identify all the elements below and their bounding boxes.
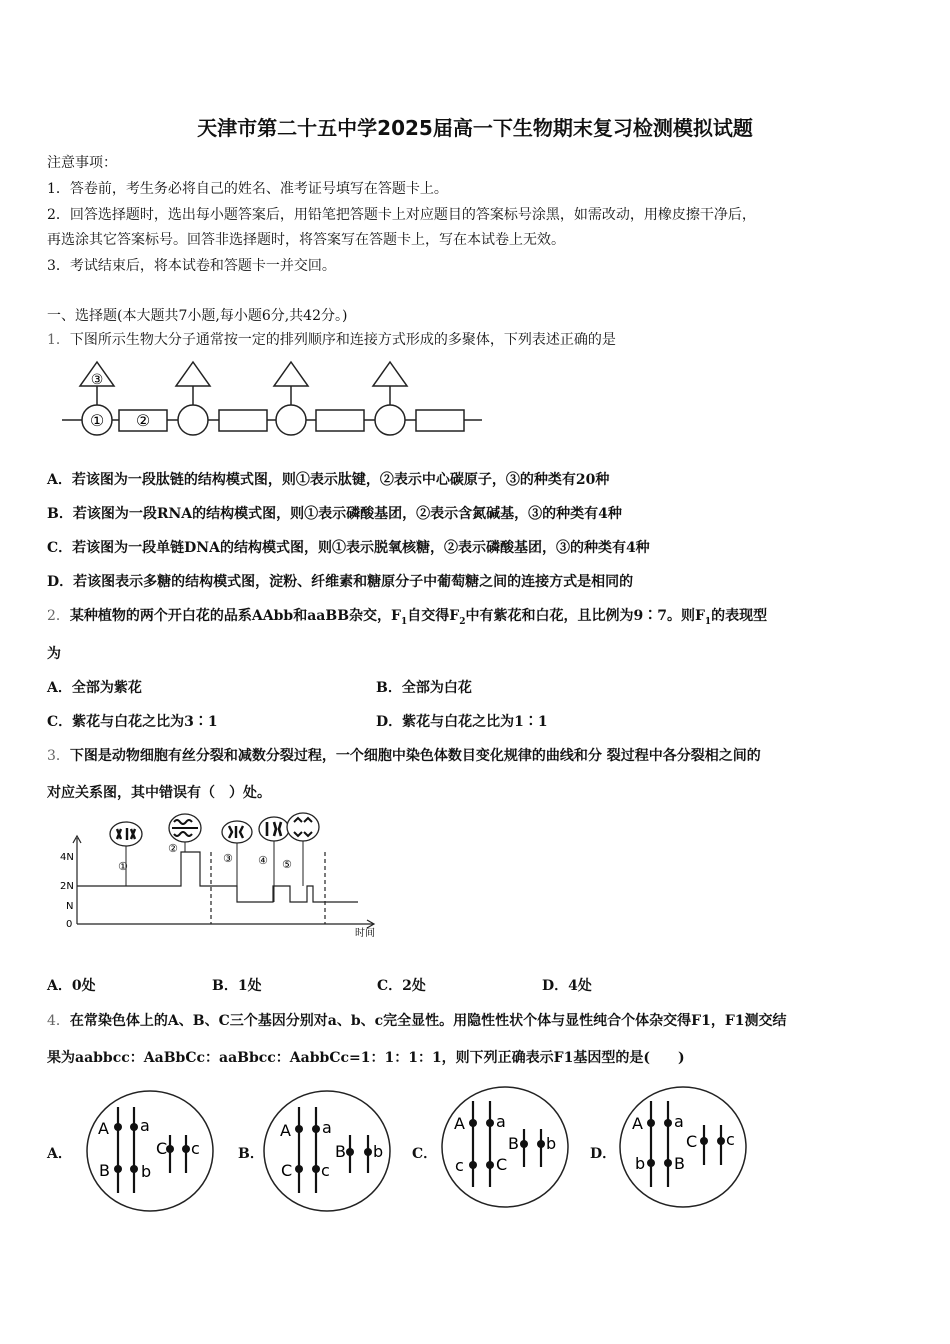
q2-stem-d: 的表现型 — [711, 608, 768, 624]
q3-number: 3． — [47, 748, 70, 764]
q2-sub-1: 1 — [400, 616, 408, 627]
gene-label: B — [99, 1161, 110, 1180]
gene-label: A — [280, 1121, 291, 1140]
gene-label: B — [674, 1154, 685, 1173]
marker-3: ③ — [223, 852, 233, 865]
q2-stem — [47, 605, 767, 627]
gene-label: B — [335, 1142, 346, 1161]
q3-option-c[interactable]: C．2处 — [377, 978, 426, 994]
q4-number: 4． — [47, 1013, 70, 1029]
triangle-2 — [176, 362, 210, 386]
q3-stem — [47, 745, 761, 765]
q4-cell-b[interactable] — [262, 1089, 392, 1214]
q2-sub-3: 1 — [704, 616, 712, 627]
note-2a: 2．回答选择题时，选出每小题答案后，用铅笔把答题卡上对应题目的答案标号涂黑，如需改动，用橡皮擦干净后， — [47, 207, 756, 223]
gene-label: a — [674, 1112, 684, 1131]
cell-3-chromosomes — [229, 826, 243, 838]
gene-label: b — [141, 1162, 152, 1181]
gene-label: C — [686, 1132, 698, 1151]
q1-stem — [47, 329, 616, 349]
q4-stem — [47, 1010, 787, 1030]
q1-option-b[interactable]: B．若该图为一段RNA的结构模式图，则①表示磷酸基团，②表示含氮碱基，③的种类有4种 — [47, 506, 622, 522]
gene-label: A — [632, 1114, 643, 1133]
q1-option-c[interactable]: C．若该图为一段单链DNA的结构模式图，则①表示脱氧核糖，②表示磷酸基团，③的种类有4种 — [47, 540, 650, 556]
q4-cell-d[interactable] — [618, 1085, 748, 1210]
q2-stem-c: 中有紫花和白花，且比例为9∶7。则F — [465, 608, 705, 624]
gene-label: a — [496, 1112, 506, 1131]
circle-2 — [178, 405, 208, 435]
label-3: ③ — [90, 372, 104, 388]
q4-stem-continued: 果为aabbcc：AaBbCc：aaBbcc：AabbCc=1：1：1：1，则下列正确表示F1基因型的是( ) — [47, 1050, 685, 1066]
rect-2 — [219, 410, 267, 431]
page-title: 天津市第二十五中学2025届高一下生物期末复习检测模拟试题 — [197, 116, 753, 140]
q2-option-c[interactable]: C．紫花与白花之比为3∶1 — [47, 714, 218, 730]
q2-stem-b: 自交得F — [407, 608, 460, 624]
gene-label: c — [321, 1161, 330, 1180]
note-1: 1．答卷前，考生务必将自己的姓名、准考证号填写在答题卡上。 — [47, 181, 448, 197]
q4-option-a-label[interactable]: A． — [47, 1146, 72, 1162]
q3-stem-a: 下图是动物细胞有丝分裂和减数分裂过程，一个细胞中染色体数目变化规律的曲线和分 裂过程中各分裂相之间的 — [69, 748, 761, 764]
marker-5: ⑤ — [282, 858, 292, 871]
y-label-0: 0 — [66, 919, 73, 930]
q3-option-a[interactable]: A．0处 — [47, 978, 96, 994]
q4-option-c-label[interactable]: C． — [412, 1146, 438, 1162]
cell-4 — [259, 817, 289, 841]
q3-chromosome-graph — [55, 812, 395, 942]
gene-label: a — [322, 1118, 332, 1137]
cell-1-chromosomes — [117, 828, 135, 840]
q4-stem-a: 在常染色体上的A、B、C三个基因分别对a、b、c完全显性。用隐性性状个体与显性纯合个体杂交得F1，F1测交结 — [69, 1013, 787, 1029]
gene-label: c — [726, 1130, 735, 1149]
circle-4 — [375, 405, 405, 435]
gene-label: B — [508, 1134, 519, 1153]
note-2b: 再选涂其它答案标号。回答非选择题时，将答案写在答题卡上，写在本试卷上无效。 — [47, 232, 565, 248]
q1-polymer-diagram — [60, 358, 490, 443]
gene-label: A — [454, 1114, 465, 1133]
gene-label: C — [156, 1139, 168, 1158]
q1-number: 1． — [47, 332, 70, 348]
q2-option-a[interactable]: A．全部为紫花 — [47, 680, 142, 696]
q4-option-d-label[interactable]: D． — [590, 1146, 617, 1162]
gene-label: b — [635, 1154, 646, 1173]
note-3: 3．考试结束后，将本试卷和答题卡一并交回。 — [47, 258, 336, 274]
q1-option-a[interactable]: A．若该图为一段肽链的结构模式图，则①表示肽键，②表示中心碳原子，③的种类有20种 — [47, 472, 610, 488]
gene-label: a — [140, 1116, 150, 1135]
q2-option-d[interactable]: D．紫花与白花之比为1∶1 — [376, 714, 548, 730]
cell-5 — [287, 813, 319, 841]
q4-cell-a[interactable] — [85, 1089, 215, 1214]
section-heading: 一、选择题(本大题共7小题,每小题6分,共42分。) — [47, 308, 348, 324]
q4-option-b-label[interactable]: B． — [238, 1146, 264, 1162]
triangle-3 — [274, 362, 308, 386]
label-1: ① — [89, 411, 105, 430]
gene-label: b — [546, 1134, 557, 1153]
q1-option-d[interactable]: D．若该图表示多糖的结构模式图，淀粉、纤维素和糖原分子中葡萄糖之间的连接方式是相同的 — [47, 574, 634, 590]
gene-label: A — [98, 1119, 109, 1138]
gene-label: C — [281, 1161, 293, 1180]
q3-option-b[interactable]: B．1处 — [212, 978, 262, 994]
y-label-4n: 4N — [60, 852, 74, 863]
q2-option-b[interactable]: B．全部为白花 — [376, 680, 472, 696]
circle-3 — [276, 405, 306, 435]
q2-stem-continued: 为 — [47, 646, 61, 662]
q2-number: 2． — [47, 608, 70, 624]
marker-2: ② — [168, 842, 178, 855]
notes-header: 注意事项： — [47, 155, 117, 171]
gene-label: c — [191, 1139, 200, 1158]
y-label-2n: 2N — [60, 881, 74, 892]
rect-3 — [316, 410, 364, 431]
q3-stem-continued: 对应关系图，其中错误有（ ）处。 — [47, 785, 271, 801]
gene-label: c — [455, 1156, 464, 1175]
triangle-4 — [373, 362, 407, 386]
q2-stem-a: 某种植物的两个开白花的品系AAbb和aaBB杂交，F — [69, 608, 401, 624]
q1-stem-text: 下图所示生物大分子通常按一定的排列顺序和连接方式形成的多聚体，下列表述正确的是 — [69, 332, 616, 348]
x-label-time: 时间 — [355, 928, 375, 939]
gene-label: b — [373, 1142, 384, 1161]
q3-option-d[interactable]: D．4处 — [542, 978, 592, 994]
q4-cell-c[interactable] — [440, 1085, 570, 1210]
rect-4 — [416, 410, 464, 431]
y-label-n: N — [66, 901, 74, 912]
label-2: ② — [135, 411, 151, 430]
marker-4: ④ — [258, 854, 268, 867]
gene-label: C — [496, 1155, 508, 1174]
marker-1: ① — [118, 860, 128, 873]
q2-sub-2: 2 — [459, 616, 466, 627]
